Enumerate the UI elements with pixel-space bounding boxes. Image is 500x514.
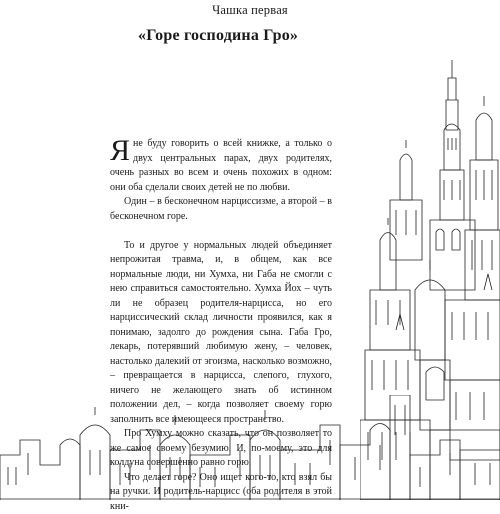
chapter-title: «Горе господина Гро» bbox=[138, 27, 298, 45]
paragraph-4: Про Хумху можно сказать, что он позволяет то же самое своему безумию. И, по-моему, это для колдуна совершенно равно горю. bbox=[110, 427, 332, 471]
paragraph-3: То и другое у нормальных людей объединяет непрожитая травма, и, в общем, как все нормальные люди, ни Хумха, ни Габа не смогли с нею справиться самостоятельно. Хумха Йох – чуть ли не образец родителя-нарцисса, но его нарциссический склад личности проявился, как я понимаю, задолго до рождения сына. Габа Гро, лекарь, потерявший любимую жену, – человек, настолько далекий от эгоизма, насколько возможно, – превращается в нарцисса, слепого, глухого, ничего не желающего знать об истинном положении дел, – когда позволяет своему горю заполнить все имеющееся пространство. bbox=[110, 239, 332, 428]
paragraph-2: Один – в бесконечном нарциссизме, а второй – в бесконечном горе. bbox=[110, 195, 332, 224]
paragraph-5: Что делает горе? Оно ищет кого-то, кто взял бы на ручки. И родитель-нарцисс (оба родителя в этой кни- bbox=[110, 471, 332, 514]
chapter-label: Чашка первая bbox=[0, 3, 500, 18]
drop-cap: Я bbox=[110, 138, 130, 164]
city-skyline-illustration bbox=[0, 395, 500, 500]
paragraph-1: Яне буду говорить о всей книжке, а только о двух центральных парах, двух родителях, очень разных во всем и очень похожих в одном: они оба сделали своих детей не по любви. bbox=[110, 137, 332, 195]
